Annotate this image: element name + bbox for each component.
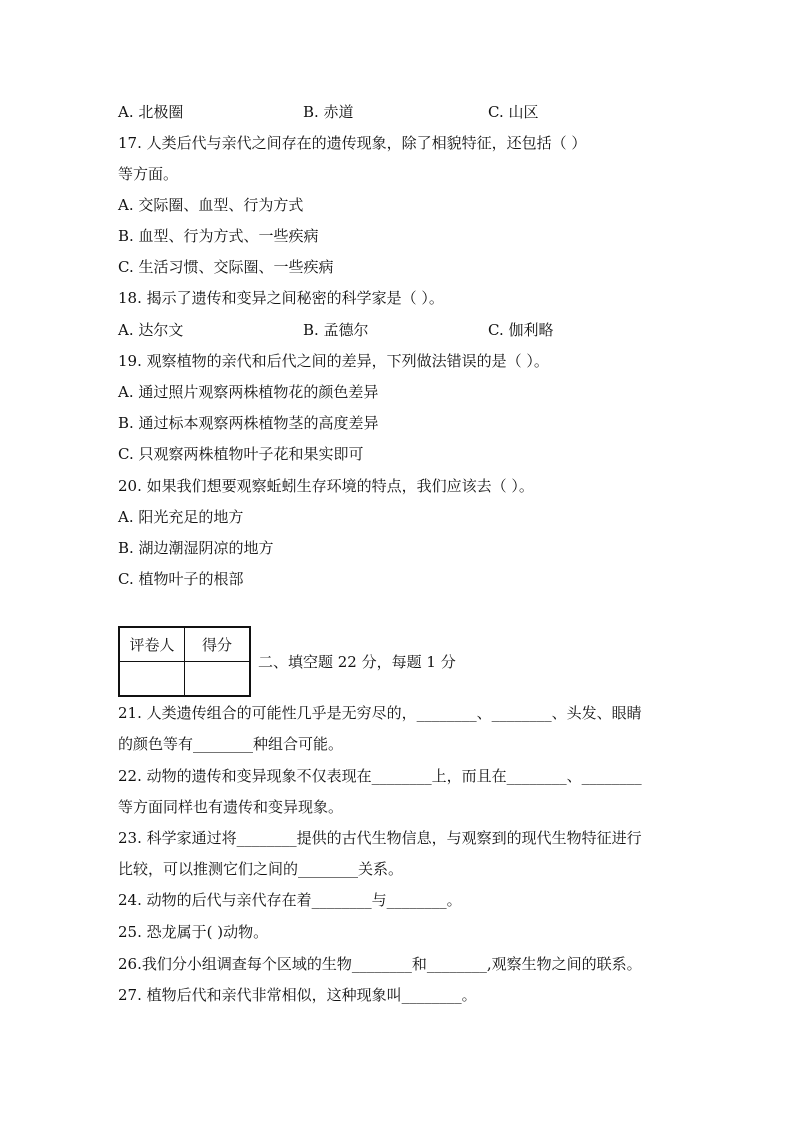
q20-option-b: B. 湖边潮湿阴凉的地方 bbox=[118, 539, 274, 557]
reviewer-label: 评卷人 bbox=[119, 627, 185, 662]
q18-option-c: C. 伽利略 bbox=[488, 321, 554, 339]
q25-question: 25. 恐龙属于( )动物。 bbox=[118, 923, 269, 941]
q17-option-c: C. 生活习惯、交际圈、一些疾病 bbox=[118, 258, 334, 276]
q22-line1: 22. 动物的遗传和变异现象不仅表现在________上，而且在________、________ bbox=[118, 767, 642, 785]
q16-option-c: C. 山区 bbox=[488, 103, 539, 121]
q23-line1: 23. 科学家通过将________提供的古代生物信息，与观察到的现代生物特征进行 bbox=[118, 829, 642, 847]
q24-question: 24. 动物的后代与亲代存在着________与________。 bbox=[118, 891, 462, 909]
q20-question: 20. 如果我们想要观察蚯蚓生存环境的特点，我们应该去（ ）。 bbox=[118, 477, 534, 495]
grader-table bbox=[118, 626, 251, 697]
q17-question-cont: 等方面。 bbox=[118, 165, 179, 183]
q16-option-a: A. 北极圈 bbox=[118, 103, 184, 121]
score-label: 得分 bbox=[185, 627, 251, 662]
reviewer-cell bbox=[119, 662, 185, 697]
q19-option-a: A. 通过照片观察两株植物花的颜色差异 bbox=[118, 383, 379, 401]
q22-line2: 等方面同样也有遗传和变异现象。 bbox=[118, 798, 344, 816]
q21-line2: 的颜色等有________种组合可能。 bbox=[118, 735, 344, 753]
q20-option-a: A. 阳光充足的地方 bbox=[118, 508, 244, 526]
q18-question: 18. 揭示了遗传和变异之间秘密的科学家是（ ）。 bbox=[118, 289, 444, 307]
q17-option-b: B. 血型、行为方式、一些疾病 bbox=[118, 227, 319, 245]
q21-line1: 21. 人类遗传组合的可能性几乎是无穷尽的，________、________、头发、眼睛 bbox=[118, 704, 642, 722]
q27-question: 27. 植物后代和亲代非常相似，这种现象叫________。 bbox=[118, 986, 477, 1004]
q20-option-c: C. 植物叶子的根部 bbox=[118, 570, 244, 588]
q19-question: 19. 观察植物的亲代和后代之间的差异，下列做法错误的是（ ）。 bbox=[118, 352, 549, 370]
q17-option-a: A. 交际圈、血型、行为方式 bbox=[118, 196, 304, 214]
q18-option-b: B. 孟德尔 bbox=[303, 321, 369, 339]
q19-option-c: C. 只观察两株植物叶子花和果实即可 bbox=[118, 445, 364, 463]
q18-option-a: A. 达尔文 bbox=[118, 321, 184, 339]
q23-line2: 比较，可以推测它们之间的________关系。 bbox=[118, 860, 404, 878]
q16-option-b: B. 赤道 bbox=[303, 103, 354, 121]
section-title: 二、填空题 22 分，每题 1 分 bbox=[258, 653, 456, 671]
score-cell bbox=[185, 662, 251, 697]
q26-question: 26.我们分小组调查每个区域的生物________和________,观察生物之间的联系。 bbox=[118, 955, 642, 973]
q17-question: 17. 人类后代与亲代之间存在的遗传现象，除了相貌特征，还包括（ ） bbox=[118, 134, 587, 152]
q19-option-b: B. 通过标本观察两株植物茎的高度差异 bbox=[118, 414, 379, 432]
